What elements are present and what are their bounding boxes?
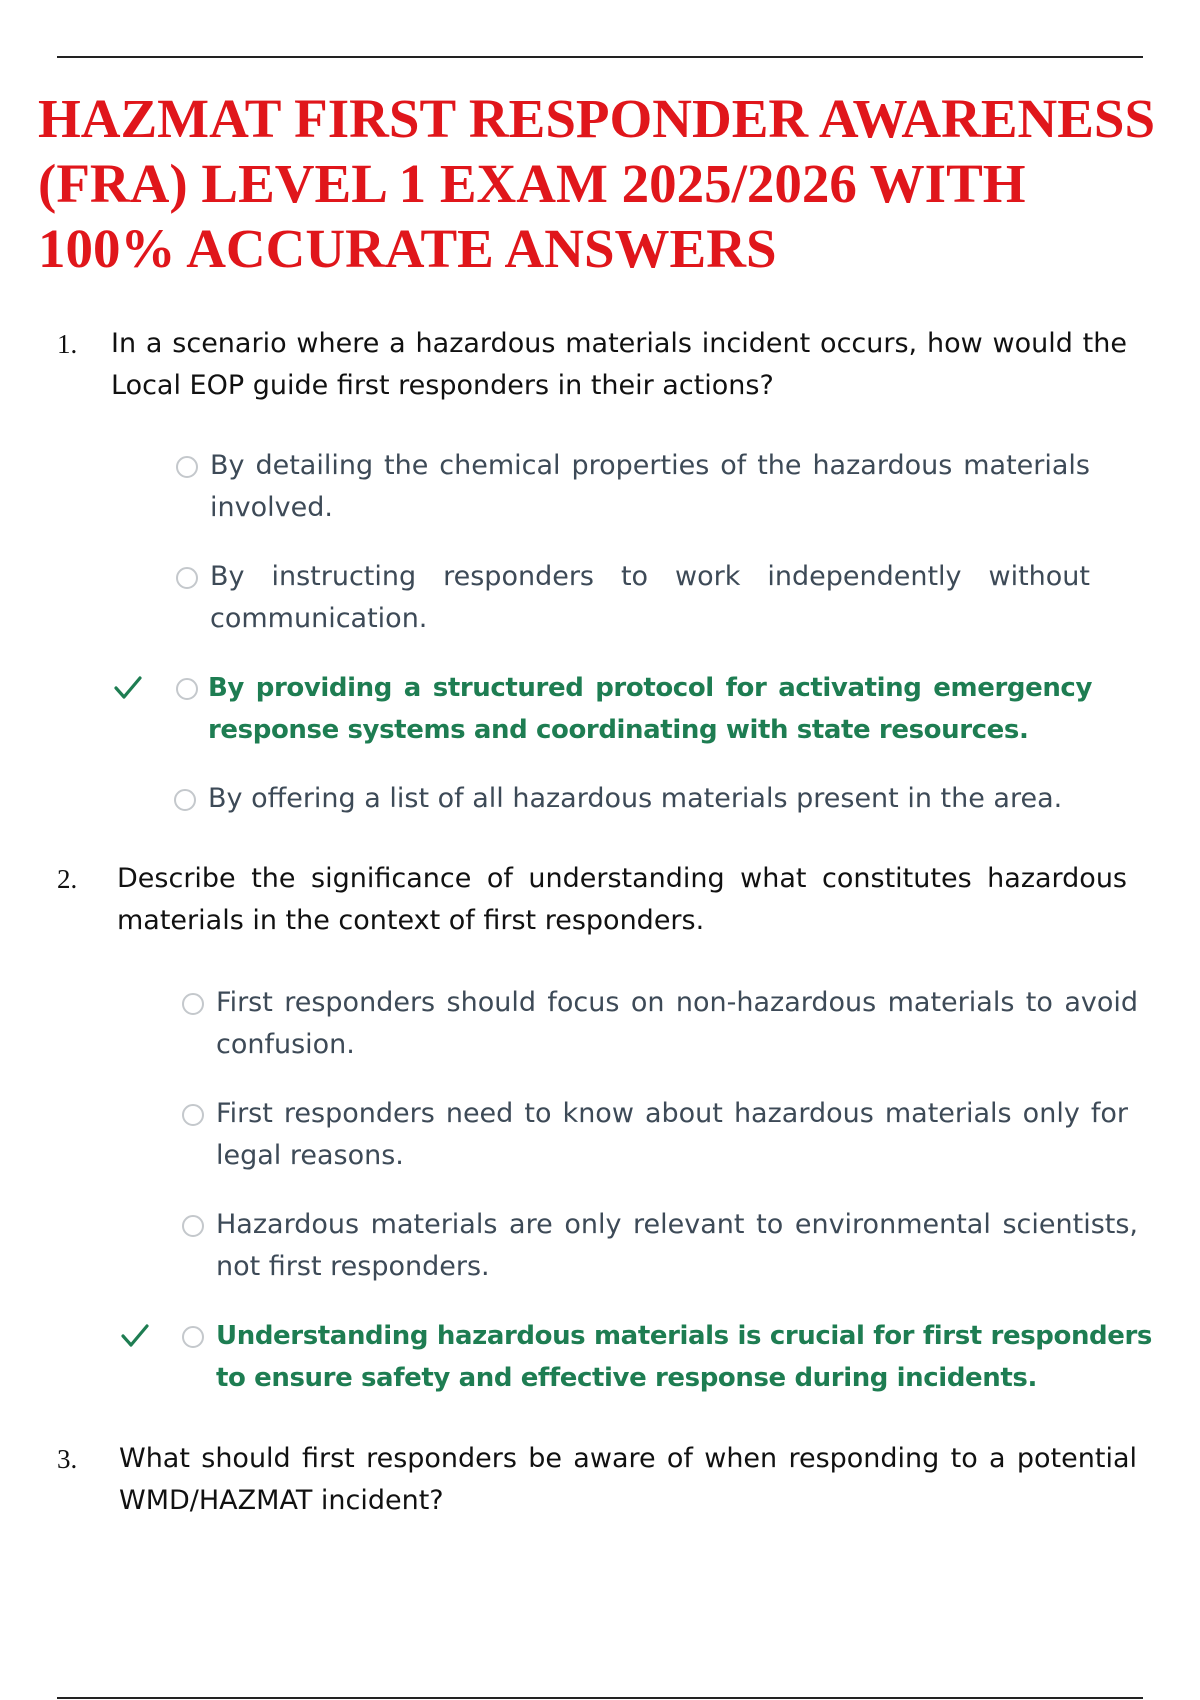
option-text: Understanding hazardous materials is crucial for first responders to ensure safety and effective response during incidents. bbox=[216, 1321, 1152, 1393]
radio-empty-icon[interactable] bbox=[174, 789, 196, 811]
option-text: First responders need to know about hazardous materials only for legal reasons. bbox=[216, 1098, 1128, 1171]
radio-empty-icon[interactable] bbox=[182, 1326, 204, 1348]
footer-rule bbox=[57, 1697, 1143, 1699]
title-line-2: (FRA) LEVEL 1 EXAM 2025/2026 WITH bbox=[38, 153, 1026, 214]
question-number: 1. bbox=[57, 329, 78, 359]
question-text: What should first responders be aware of when responding to a potential WMD/HAZMAT incident? bbox=[119, 1443, 1137, 1516]
title-line-1: HAZMAT FIRST RESPONDER AWARENESS bbox=[38, 88, 1156, 149]
title-line-3: 100% ACCURATE ANSWERS bbox=[38, 218, 777, 279]
radio-empty-icon[interactable] bbox=[182, 1104, 204, 1126]
option-text: Hazardous materials are only relevant to environmental scientists, not first responders. bbox=[216, 1209, 1138, 1282]
radio-empty-icon[interactable] bbox=[176, 567, 198, 589]
radio-empty-icon[interactable] bbox=[176, 678, 198, 700]
option-text: By offering a list of all hazardous materials present in the area. bbox=[208, 783, 1063, 814]
radio-empty-icon[interactable] bbox=[182, 993, 204, 1015]
option-text: By providing a structured protocol for activating emergency response systems and coordinating with state resources. bbox=[208, 673, 1092, 745]
question-number: 3. bbox=[57, 1444, 78, 1474]
question-text: In a scenario where a hazardous materials incident occurs, how would the Local EOP guide first responders in their actions? bbox=[111, 328, 1127, 401]
option-text: First responders should focus on non-hazardous materials to avoid confusion. bbox=[216, 987, 1138, 1060]
question-text: Describe the significance of understanding what constitutes hazardous materials in the context of first responders. bbox=[117, 863, 1127, 936]
document-title bbox=[38, 86, 1198, 281]
radio-empty-icon[interactable] bbox=[176, 456, 198, 478]
question-number: 2. bbox=[57, 864, 78, 894]
radio-empty-icon[interactable] bbox=[182, 1215, 204, 1237]
header-rule bbox=[57, 56, 1143, 58]
option-text: By instructing responders to work independently without communication. bbox=[210, 561, 1090, 634]
option-text: By detailing the chemical properties of the hazardous materials involved. bbox=[210, 450, 1090, 523]
checkmark-icon bbox=[113, 673, 143, 703]
checkmark-icon bbox=[120, 1321, 150, 1351]
